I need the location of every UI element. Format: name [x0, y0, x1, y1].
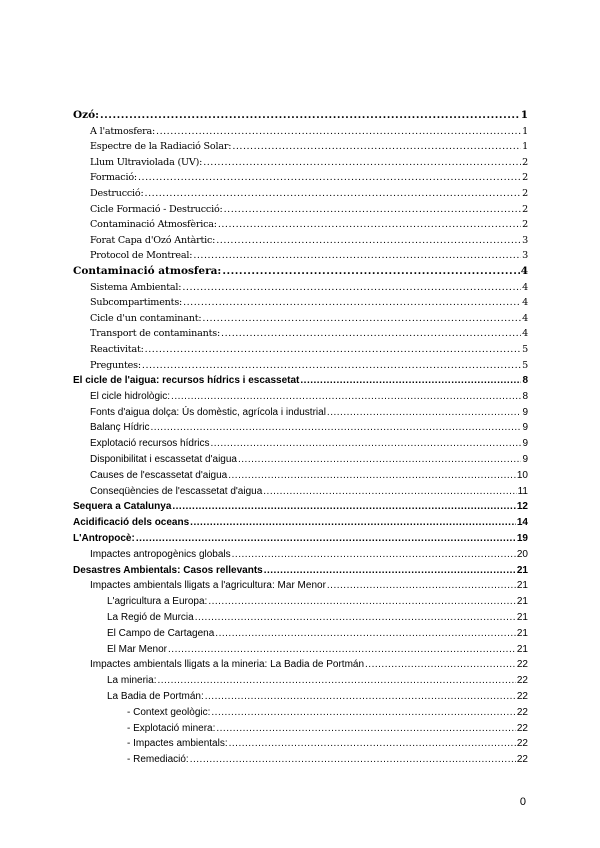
toc-entry[interactable] [73, 689, 528, 705]
toc-entry-page: 9 [522, 454, 528, 466]
toc-entry[interactable] [73, 373, 528, 389]
toc-leader-dots [171, 389, 521, 405]
toc-entry-title: El Campo de Cartagena [107, 627, 215, 639]
toc-entry[interactable] [73, 108, 528, 124]
toc-leader-dots [208, 594, 516, 610]
toc-entry-title: Formació: [90, 172, 137, 184]
toc-entry-title: El cicle hidrològic: [90, 390, 171, 402]
toc-entry-title: L'Antropocè: [73, 533, 135, 545]
toc-entry[interactable] [73, 405, 528, 421]
toc-entry[interactable] [73, 248, 528, 264]
toc-leader-dots [145, 186, 522, 202]
toc-entry-title: Espectre de la Radiació Solar: [90, 141, 232, 153]
toc-entry-page: 21 [516, 612, 528, 624]
toc-leader-dots [190, 752, 516, 768]
toc-entry-page: 21 [516, 580, 528, 592]
toc-entry[interactable] [73, 563, 528, 579]
toc-entry[interactable] [73, 452, 528, 468]
toc-entry-page: 2 [522, 172, 528, 184]
toc-entry-page: 1 [522, 141, 528, 153]
toc-entry-page: 3 [522, 250, 528, 262]
toc-entry-page: 22 [516, 754, 528, 766]
toc-entry-title: Sistema Ambiental: [90, 281, 182, 293]
toc-entry-page: 21 [516, 643, 528, 655]
toc-entry[interactable] [73, 547, 528, 563]
toc-leader-dots [264, 563, 516, 579]
toc-entry-page: 9 [522, 406, 528, 418]
toc-entry-page: 8 [522, 390, 528, 402]
toc-entry-title: Cicle Formació - Destrucció: [90, 203, 223, 215]
toc-entry-title: Balanç Hídric [90, 422, 150, 434]
toc-entry-page: 8 [522, 375, 528, 387]
toc-entry-title: Impactes ambientals lligats a la mineria: La Badia de Portmán [90, 659, 365, 671]
toc-entry[interactable] [73, 155, 528, 171]
toc-leader-dots [168, 642, 516, 658]
toc-entry-title: La Badia de Portmán: [107, 691, 204, 703]
toc-leader-dots [232, 547, 516, 563]
toc-leader-dots [327, 405, 522, 421]
toc-entry[interactable] [73, 311, 528, 327]
toc-entry-title: Cicle d'un contaminant: [90, 312, 202, 324]
toc-leader-dots [221, 326, 521, 342]
toc-entry-page: 21 [516, 596, 528, 608]
toc-entry-title: Protocol de Montreal: [90, 250, 193, 262]
toc-leader-dots [228, 468, 516, 484]
toc-leader-dots [145, 342, 521, 358]
toc-entry[interactable] [73, 736, 528, 752]
toc-entry[interactable] [73, 499, 528, 515]
toc-entry-page: 22 [516, 722, 528, 734]
toc-entry-title: Disponibilitat i escassetat d'aigua [90, 454, 237, 466]
toc-entry-title: Preguntes: [90, 359, 141, 371]
toc-entry[interactable] [73, 420, 528, 436]
toc-entry-title: Destrucció: [90, 187, 144, 199]
toc-entry-title: Transport de contaminants: [90, 328, 221, 340]
toc-entry-page: 1 [522, 125, 528, 137]
toc-leader-dots [215, 626, 516, 642]
toc-leader-dots [203, 155, 521, 171]
toc-entry-title: Impactes antropogènics globals [90, 548, 231, 560]
toc-entry-page: 14 [516, 517, 528, 529]
toc-entry-title: - Explotació minera: [127, 722, 216, 734]
toc-entry-title: Desastres Ambientals: Casos rellevants [73, 564, 263, 576]
toc-entry-title: El Mar Menor [107, 643, 168, 655]
toc-entry[interactable] [73, 202, 528, 218]
toc-entry[interactable] [73, 626, 528, 642]
toc-entry-title: La Regió de Murcia [107, 612, 194, 624]
toc-leader-dots [238, 452, 521, 468]
toc-entry-page: 9 [522, 422, 528, 434]
toc-entry[interactable] [73, 326, 528, 342]
toc-entry-title: Forat Capa d'Ozó Antàrtic: [90, 234, 216, 246]
toc-leader-dots [138, 170, 521, 186]
toc-entry-page: 22 [516, 691, 528, 703]
toc-entry[interactable] [73, 358, 528, 374]
toc-entry-title: Explotació recursos hídrics [90, 438, 210, 450]
toc-entry-page: 19 [516, 533, 528, 545]
toc-leader-dots [263, 484, 516, 500]
page-number: 0 [519, 796, 526, 808]
toc-entry-page: 5 [522, 359, 528, 371]
toc-entry-title: Acidificació dels oceans [73, 517, 190, 529]
toc-entry-page: 2 [522, 219, 528, 231]
toc-entry[interactable] [73, 436, 528, 452]
toc-entry-page: 20 [516, 548, 528, 560]
toc-entry[interactable] [73, 721, 528, 737]
toc-leader-dots [157, 673, 515, 689]
toc-entry[interactable] [73, 752, 528, 768]
toc-entry[interactable] [73, 673, 528, 689]
toc-entry-page: 4 [520, 264, 528, 277]
toc-leader-dots [142, 358, 521, 374]
toc-entry-page: 12 [516, 501, 528, 513]
toc-entry-title: Ozó: [73, 109, 99, 121]
toc-entry-title: La mineria: [107, 675, 157, 687]
toc-entry-title: Fonts d'aigua dolça: Ús domèstic, agrícola i industrial [90, 406, 326, 418]
toc-entry-page: 22 [516, 706, 528, 718]
toc-entry-title: A l'atmosfera: [90, 125, 156, 137]
toc-entry-title: Reactivitat: [90, 343, 144, 355]
toc-entry-page: 4 [522, 312, 528, 324]
toc-leader-dots [365, 657, 516, 673]
toc-leader-dots [136, 531, 516, 547]
toc-entry[interactable] [73, 515, 528, 531]
toc-entry-title: Conseqüències de l'escassetat d'aigua [90, 485, 263, 497]
toc-entry[interactable] [73, 139, 528, 155]
toc-leader-dots [193, 248, 521, 264]
toc-entry-title: - Impactes ambientals: [127, 738, 228, 750]
toc-leader-dots [211, 436, 522, 452]
toc-entry-title: Llum Ultraviolada (UV): [90, 156, 203, 168]
toc-leader-dots [182, 280, 521, 296]
toc-entry-title: L'agricultura a Europa: [107, 596, 208, 608]
toc-entry-page: 22 [516, 738, 528, 750]
toc-entry-page: 10 [516, 469, 528, 481]
toc-leader-dots [327, 578, 516, 594]
toc-leader-dots [172, 499, 516, 515]
toc-entry-page: 2 [522, 156, 528, 168]
toc-leader-dots [229, 736, 516, 752]
toc-leader-dots [100, 108, 520, 124]
toc-entry-page: 21 [516, 564, 528, 576]
toc-entry[interactable] [73, 124, 528, 140]
toc-entry-title: Sequera a Catalunya [73, 501, 172, 513]
toc-leader-dots [195, 610, 516, 626]
toc-entry-title: Contaminació atmosfera: [73, 264, 222, 277]
table-of-contents [73, 108, 528, 768]
toc-entry-page: 22 [516, 675, 528, 687]
toc-entry[interactable] [73, 186, 528, 202]
toc-entry-page: 2 [522, 187, 528, 199]
toc-entry[interactable] [73, 531, 528, 547]
toc-leader-dots [222, 264, 519, 280]
toc-entry[interactable] [73, 657, 528, 673]
toc-leader-dots [202, 311, 521, 327]
toc-entry-page: 2 [522, 203, 528, 215]
toc-entry[interactable] [73, 484, 528, 500]
toc-entry-page: 21 [516, 627, 528, 639]
toc-entry[interactable] [73, 280, 528, 296]
toc-leader-dots [211, 705, 515, 721]
toc-entry[interactable] [73, 468, 528, 484]
toc-entry-page: 9 [522, 438, 528, 450]
toc-leader-dots [150, 420, 521, 436]
toc-leader-dots [300, 373, 521, 389]
toc-leader-dots [205, 689, 516, 705]
toc-entry-title: Impactes ambientals lligats a l'agricultura: Mar Menor [90, 580, 326, 592]
toc-leader-dots [232, 139, 521, 155]
toc-entry-page: 3 [522, 234, 528, 246]
toc-entry[interactable] [73, 264, 528, 280]
toc-entry-title: Causes de l'escassetat d'aigua [90, 469, 228, 481]
toc-entry[interactable] [73, 594, 528, 610]
toc-entry[interactable] [73, 642, 528, 658]
toc-entry[interactable] [73, 342, 528, 358]
toc-leader-dots [183, 295, 521, 311]
toc-entry-page: 4 [522, 328, 528, 340]
toc-entry-page: 1 [520, 109, 528, 121]
toc-entry-page: 11 [517, 485, 528, 497]
toc-entry[interactable] [73, 170, 528, 186]
toc-leader-dots [216, 721, 516, 737]
toc-entry-title: - Remediació: [127, 754, 189, 766]
toc-entry-title: Contaminació Atmosfèrica: [90, 219, 217, 231]
toc-entry-page: 22 [516, 659, 528, 671]
toc-entry-page: 5 [522, 343, 528, 355]
toc-leader-dots [216, 233, 521, 249]
toc-entry-page: 4 [522, 281, 528, 293]
toc-entry[interactable] [73, 389, 528, 405]
toc-entry-title: - Context geològic: [127, 706, 211, 718]
toc-entry[interactable] [73, 610, 528, 626]
toc-leader-dots [190, 515, 516, 531]
toc-entry[interactable] [73, 295, 528, 311]
toc-leader-dots [224, 202, 522, 218]
toc-entry-title: El cicle de l'aigua: recursos hídrics i escassetat [73, 375, 300, 387]
toc-entry[interactable] [73, 578, 528, 594]
toc-leader-dots [156, 124, 521, 140]
toc-entry[interactable] [73, 705, 528, 721]
toc-entry-page: 4 [522, 297, 528, 309]
toc-leader-dots [218, 217, 521, 233]
toc-entry-title: Subcompartiments: [90, 297, 183, 309]
toc-entry[interactable] [73, 233, 528, 249]
toc-entry[interactable] [73, 217, 528, 233]
